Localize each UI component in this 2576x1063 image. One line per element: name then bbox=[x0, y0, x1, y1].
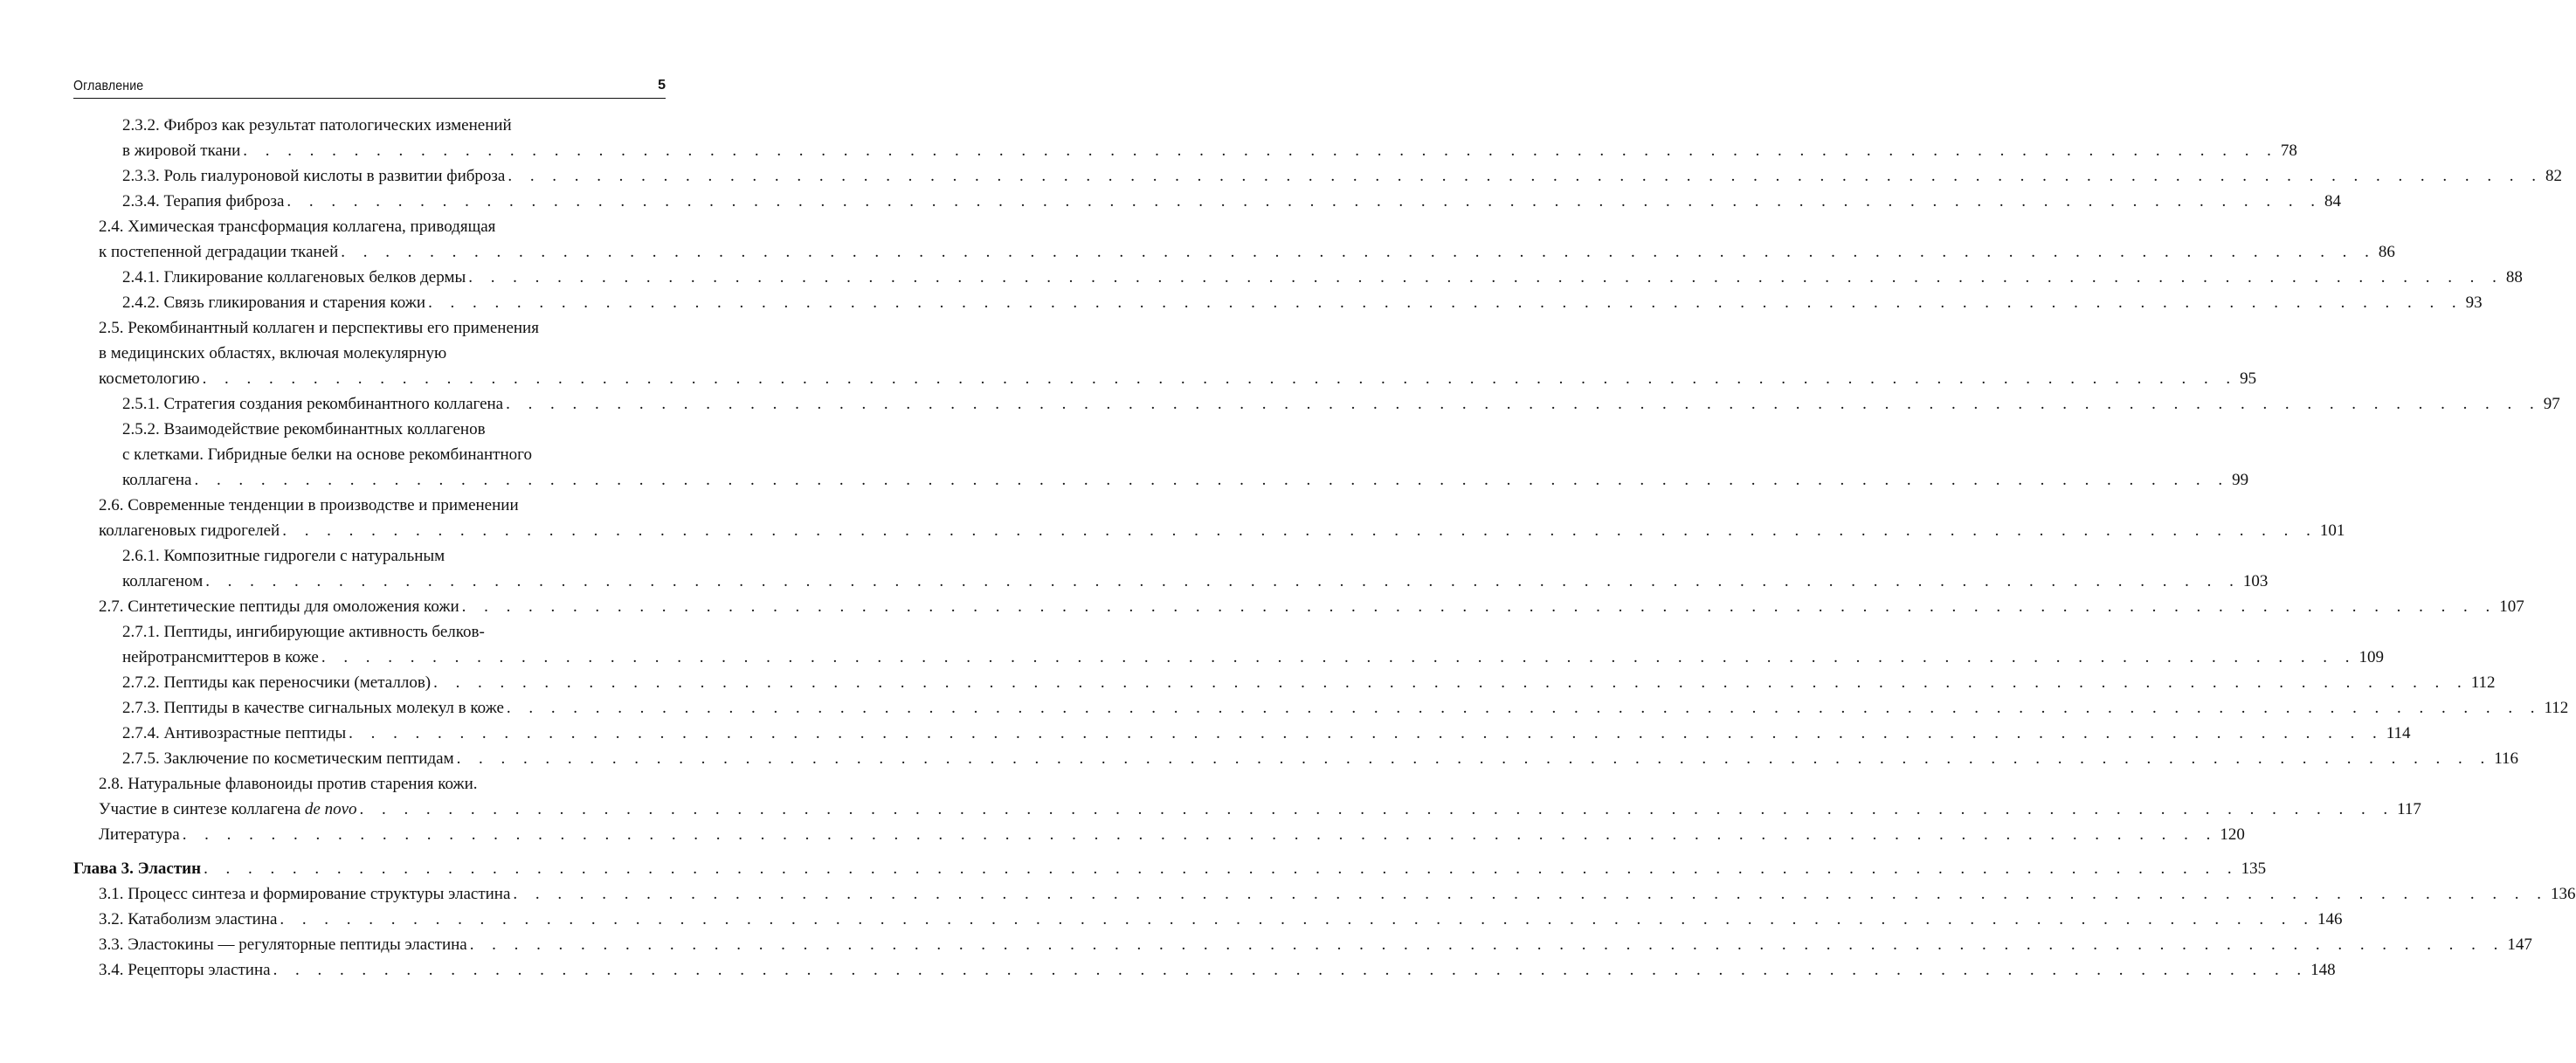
dot-leader: . . . . . . . . . . . . . . . . . . . . . . . . . . . . . . . . . . . . . . . . . . . . . . . . . . . . . . . . . . . . . . . . . . . . . . . . . . . . . . . . . . . . . . . . . . . . bbox=[321, 648, 2357, 666]
toc-entry-2-5-1[interactable] bbox=[122, 392, 2560, 417]
toc-entry-page: 84 bbox=[2324, 192, 2342, 211]
toc-entry-2-5-line1: 2.5. Рекомбинантный коллаген и перспективы его применения bbox=[99, 319, 539, 337]
toc-entry-title: 2.7.5. Заключение по косметическим пептидам bbox=[122, 749, 454, 768]
toc-entry-title: нейротрансмиттеров в коже bbox=[122, 648, 319, 666]
toc-entry-page: 109 bbox=[2358, 648, 2384, 666]
italic-term: de novo bbox=[304, 800, 357, 818]
dot-leader: . . . . . . . . . . . . . . . . . . . . . . . . . . . . . . . . . . . . . . . . . . . . . . . . . . . . . . . . . . . . . . . . . . . . . . . . . . . . . . . . . . . . . . . . . . . . bbox=[349, 724, 2384, 742]
toc-entry-title: коллагеном bbox=[122, 572, 204, 590]
toc-entry-title: 2.7.2. Пептиды как переносчики (металлов) bbox=[122, 673, 432, 692]
dot-leader: . . . . . . . . . . . . . . . . . . . . . . . . . . . . . . . . . . . . . . . . . . . . . . . . . . . . . . . . . . . . . . . . . . . . . . . . . . . . . . . . . . . . . . . . . . . . bbox=[287, 192, 2323, 211]
toc-entry-title: коллагена bbox=[122, 471, 192, 489]
toc-entry-page: 78 bbox=[2280, 142, 2297, 160]
toc-entry-3-3[interactable] bbox=[99, 933, 2532, 957]
toc-entry-title: 3.4. Рецепторы эластина bbox=[99, 961, 271, 979]
toc-entry-2-7-2[interactable] bbox=[122, 671, 2496, 695]
toc-entry-page: 147 bbox=[2507, 935, 2532, 954]
toc-entry-title: коллагеновых гидрогелей bbox=[99, 521, 280, 540]
toc-entry-chapter-3[interactable] bbox=[73, 857, 2267, 881]
toc-entry-2-5[interactable] bbox=[99, 367, 2257, 391]
toc-entry-2-7-1[interactable] bbox=[122, 645, 2384, 670]
toc-entry-title: 3.3. Эластокины — регуляторные пептиды эластина bbox=[99, 935, 467, 954]
toc-entry-2-3-2[interactable] bbox=[122, 139, 2297, 163]
toc-entry-2-4-line1: 2.4. Химическая трансформация коллагена, приводящая bbox=[99, 217, 496, 236]
dot-leader: . . . . . . . . . . . . . . . . . . . . . . . . . . . . . . . . . . . . . . . . . . . . . . . . . . . . . . . . . . . . . . . . . . . . . . . . . . . . . . . . . . . . . . . . . . . . bbox=[433, 673, 2469, 692]
toc-entry-title: косметологию bbox=[99, 369, 200, 388]
toc-entry-page: 103 bbox=[2242, 572, 2269, 590]
toc-entry-3-4[interactable] bbox=[99, 958, 2336, 983]
toc-entry-2-3-4[interactable] bbox=[122, 190, 2342, 214]
toc-entry-2-4[interactable] bbox=[99, 240, 2395, 265]
dot-leader: . . . . . . . . . . . . . . . . . . . . . . . . . . . . . . . . . . . . . . . . . . . . . . . . . . . . . . . . . . . . . . . . . . . . . . . . . . . . . . . . . . . . . . . . . . . . bbox=[513, 885, 2548, 903]
toc-entry-page: 82 bbox=[2545, 167, 2562, 185]
toc-entry-2-5-2-line1: 2.5.2. Взаимодействие рекомбинантных коллагенов bbox=[122, 420, 486, 438]
toc-entry-2-8[interactable] bbox=[99, 797, 2421, 822]
dot-leader: . . . . . . . . . . . . . . . . . . . . . . . . . . . . . . . . . . . . . . . . . . . . . . . . . . . . . . . . . . . . . . . . . . . . . . . . . . . . . . . . . . . . . . . . . . . . bbox=[182, 825, 2218, 844]
toc-entry-2-7[interactable] bbox=[99, 595, 2524, 619]
dot-leader: . . . . . . . . . . . . . . . . . . . . . . . . . . . . . . . . . . . . . . . . . . . . . . . . . . . . . . . . . . . . . . . . . . . . . . . . . . . . . . . . . . . . . . . . . . . . bbox=[341, 243, 2376, 261]
toc-entry-2-6-1-line1: 2.6.1. Композитные гидрогели с натуральным bbox=[122, 547, 445, 565]
toc-entry-title: 2.7.3. Пептиды в качестве сигнальных молекул в коже bbox=[122, 699, 504, 717]
toc-entry-2-5-2-line2: с клетками. Гибридные белки на основе рекомбинантного bbox=[122, 445, 532, 464]
toc-entry-2-6-line1: 2.6. Современные тенденции в производстве и применении bbox=[99, 496, 519, 514]
dot-leader: . . . . . . . . . . . . . . . . . . . . . . . . . . . . . . . . . . . . . . . . . . . . . . . . . . . . . . . . . . . . . . . . . . . . . . . . . . . . . . . . . . . . . . . . . . . . bbox=[282, 521, 2317, 540]
toc-chapter-title: Глава 3. Эластин bbox=[73, 859, 202, 878]
dot-leader: . . . . . . . . . . . . . . . . . . . . . . . . . . . . . . . . . . . . . . . . . . . . . . . . . . . . . . . . . . . . . . . . . . . . . . . . . . . . . . . . . . . . . . . . . . . . bbox=[456, 749, 2492, 768]
toc-entry-page: 148 bbox=[2310, 961, 2336, 979]
running-head bbox=[73, 77, 666, 99]
toc-entry-page: 86 bbox=[2378, 243, 2395, 261]
toc-entry-2-6[interactable] bbox=[99, 519, 2345, 543]
toc-entry-page: 117 bbox=[2397, 800, 2421, 818]
toc-entry-page: 114 bbox=[2386, 724, 2411, 742]
dot-leader: . . . . . . . . . . . . . . . . . . . . . . . . . . . . . . . . . . . . . . . . . . . . . . . . . . . . . . . . . . . . . . . . . . . . . . . . . . . . . . . . . . . . . . . . . . . . bbox=[204, 859, 2239, 878]
toc-entry-title: 2.3.3. Роль гиалуроновой кислоты в развитии фиброза bbox=[122, 167, 506, 185]
dot-leader: . . . . . . . . . . . . . . . . . . . . . . . . . . . . . . . . . . . . . . . . . . . . . . . . . . . . . . . . . . . . . . . . . . . . . . . . . . . . . . . . . . . . . . . . . . . . bbox=[508, 167, 2543, 185]
dot-leader: . . . . . . . . . . . . . . . . . . . . . . . . . . . . . . . . . . . . . . . . . . . . . . . . . . . . . . . . . . . . . . . . . . . . . . . . . . . . . . . . . . . . . . . . . . . . bbox=[243, 142, 2278, 160]
toc-entry-page: 93 bbox=[2465, 293, 2483, 312]
toc-entry-page: 107 bbox=[2499, 597, 2524, 616]
toc-entry-title: 2.4.1. Гликирование коллагеновых белков дермы bbox=[122, 268, 466, 286]
toc-entry-2-4-1[interactable] bbox=[122, 266, 2523, 290]
toc-entry-title: 2.3.4. Терапия фиброза bbox=[122, 192, 285, 211]
toc-entry-page: 88 bbox=[2505, 268, 2523, 286]
toc-entry-references[interactable] bbox=[99, 823, 2245, 847]
dot-leader: . . . . . . . . . . . . . . . . . . . . . . . . . . . . . . . . . . . . . . . . . . . . . . . . . . . . . . . . . . . . . . . . . . . . . . . . . . . . . . . . . . . . . . . . . . . . bbox=[194, 471, 2230, 489]
dot-leader: . . . . . . . . . . . . . . . . . . . . . . . . . . . . . . . . . . . . . . . . . . . . . . . . . . . . . . . . . . . . . . . . . . . . . . . . . . . . . . . . . . . . . . . . . . . . bbox=[273, 961, 2309, 979]
toc-entry-3-2[interactable] bbox=[99, 908, 2343, 932]
dot-leader: . . . . . . . . . . . . . . . . . . . . . . . . . . . . . . . . . . . . . . . . . . . . . . . . . . . . . . . . . . . . . . . . . . . . . . . . . . . . . . . . . . . . . . . . . . . . bbox=[202, 369, 2238, 388]
toc-entry-page: 135 bbox=[2241, 859, 2267, 878]
toc-entry-title: 2.4.2. Связь гликирования и старения кожи bbox=[122, 293, 426, 312]
toc-entry-page: 99 bbox=[2232, 471, 2249, 489]
toc-entry-2-6-1[interactable] bbox=[122, 569, 2269, 594]
toc-entry-title: 3.2. Катаболизм эластина bbox=[99, 910, 278, 928]
toc-entry-2-7-5[interactable] bbox=[122, 747, 2518, 771]
toc-entry-2-4-2[interactable] bbox=[122, 291, 2483, 315]
toc-entry-2-7-4[interactable] bbox=[122, 721, 2411, 746]
toc-entry-2-3-3[interactable] bbox=[122, 164, 2562, 189]
dot-leader: . . . . . . . . . . . . . . . . . . . . . . . . . . . . . . . . . . . . . . . . . . . . . . . . . . . . . . . . . . . . . . . . . . . . . . . . . . . . . . . . . . . . . . . . . . . . bbox=[205, 572, 2241, 590]
dot-leader: . . . . . . . . . . . . . . . . . . . . . . . . . . . . . . . . . . . . . . . . . . . . . . . . . . . . . . . . . . . . . . . . . . . . . . . . . . . . . . . . . . . . . . . . . . . . bbox=[359, 800, 2395, 818]
dot-leader: . . . . . . . . . . . . . . . . . . . . . . . . . . . . . . . . . . . . . . . . . . . . . . . . . . . . . . . . . . . . . . . . . . . . . . . . . . . . . . . . . . . . . . . . . . . . bbox=[280, 910, 2315, 928]
toc-entry-2-5-line2: в медицинских областях, включая молекулярную bbox=[99, 344, 447, 362]
toc-entry-2-8-line1: 2.8. Натуральные флавоноиды против старения кожи. bbox=[99, 775, 478, 793]
toc-entry-title: Литература bbox=[99, 825, 180, 844]
toc-entry-page: 95 bbox=[2240, 369, 2257, 388]
toc-entry-page: 97 bbox=[2543, 395, 2560, 413]
dot-leader: . . . . . . . . . . . . . . . . . . . . . . . . . . . . . . . . . . . . . . . . . . . . . . . . . . . . . . . . . . . . . . . . . . . . . . . . . . . . . . . . . . . . . . . . . . . . bbox=[506, 699, 2542, 717]
dot-leader: . . . . . . . . . . . . . . . . . . . . . . . . . . . . . . . . . . . . . . . . . . . . . . . . . . . . . . . . . . . . . . . . . . . . . . . . . . . . . . . . . . . . . . . . . . . . bbox=[461, 597, 2497, 616]
toc-entry-page: 120 bbox=[2220, 825, 2245, 844]
toc-entry-page: 112 bbox=[2470, 673, 2496, 692]
running-head-title: Оглавление bbox=[73, 79, 144, 93]
dot-leader: . . . . . . . . . . . . . . . . . . . . . . . . . . . . . . . . . . . . . . . . . . . . . . . . . . . . . . . . . . . . . . . . . . . . . . . . . . . . . . . . . . . . . . . . . . . . bbox=[469, 935, 2505, 954]
toc-entry-title: 2.7.4. Антивозрастные пептиды bbox=[122, 724, 347, 742]
toc-entry-title: 2.5.1. Стратегия создания рекомбинантного коллагена bbox=[122, 395, 504, 413]
dot-leader: . . . . . . . . . . . . . . . . . . . . . . . . . . . . . . . . . . . . . . . . . . . . . . . . . . . . . . . . . . . . . . . . . . . . . . . . . . . . . . . . . . . . . . . . . . . . bbox=[468, 268, 2503, 286]
toc-entry-title: к постепенной деградации тканей bbox=[99, 243, 339, 261]
toc-entry-2-3-2-line1: 2.3.2. Фиброз как результат патологических изменений bbox=[122, 116, 512, 135]
toc-entry-title: Участие в синтезе коллагена de novo bbox=[99, 800, 357, 818]
toc-entry-page: 136 bbox=[2551, 885, 2576, 903]
toc-entry-title: в жировой ткани bbox=[122, 142, 241, 160]
toc-entry-title: 2.7. Синтетические пептиды для омоложения кожи bbox=[99, 597, 459, 616]
toc-entry-2-7-1-line1: 2.7.1. Пептиды, ингибирующие активность белков- bbox=[122, 623, 485, 641]
toc-entry-3-1[interactable] bbox=[99, 882, 2576, 907]
toc-entry-title: 3.1. Процесс синтеза и формирование структуры эластина bbox=[99, 885, 511, 903]
toc-entry-2-5-2[interactable] bbox=[122, 468, 2249, 493]
dot-leader: . . . . . . . . . . . . . . . . . . . . . . . . . . . . . . . . . . . . . . . . . . . . . . . . . . . . . . . . . . . . . . . . . . . . . . . . . . . . . . . . . . . . . . . . . . . . bbox=[506, 395, 2541, 413]
dot-leader: . . . . . . . . . . . . . . . . . . . . . . . . . . . . . . . . . . . . . . . . . . . . . . . . . . . . . . . . . . . . . . . . . . . . . . . . . . . . . . . . . . . . . . . . . . . . bbox=[428, 293, 2463, 312]
toc-entry-page: 112 bbox=[2544, 699, 2569, 717]
toc-entry-page: 101 bbox=[2319, 521, 2345, 540]
page-number: 5 bbox=[658, 78, 666, 93]
toc-entry-page: 116 bbox=[2494, 749, 2518, 768]
toc-entry-2-7-3[interactable] bbox=[122, 696, 2569, 721]
toc-entry-page: 146 bbox=[2317, 910, 2343, 928]
